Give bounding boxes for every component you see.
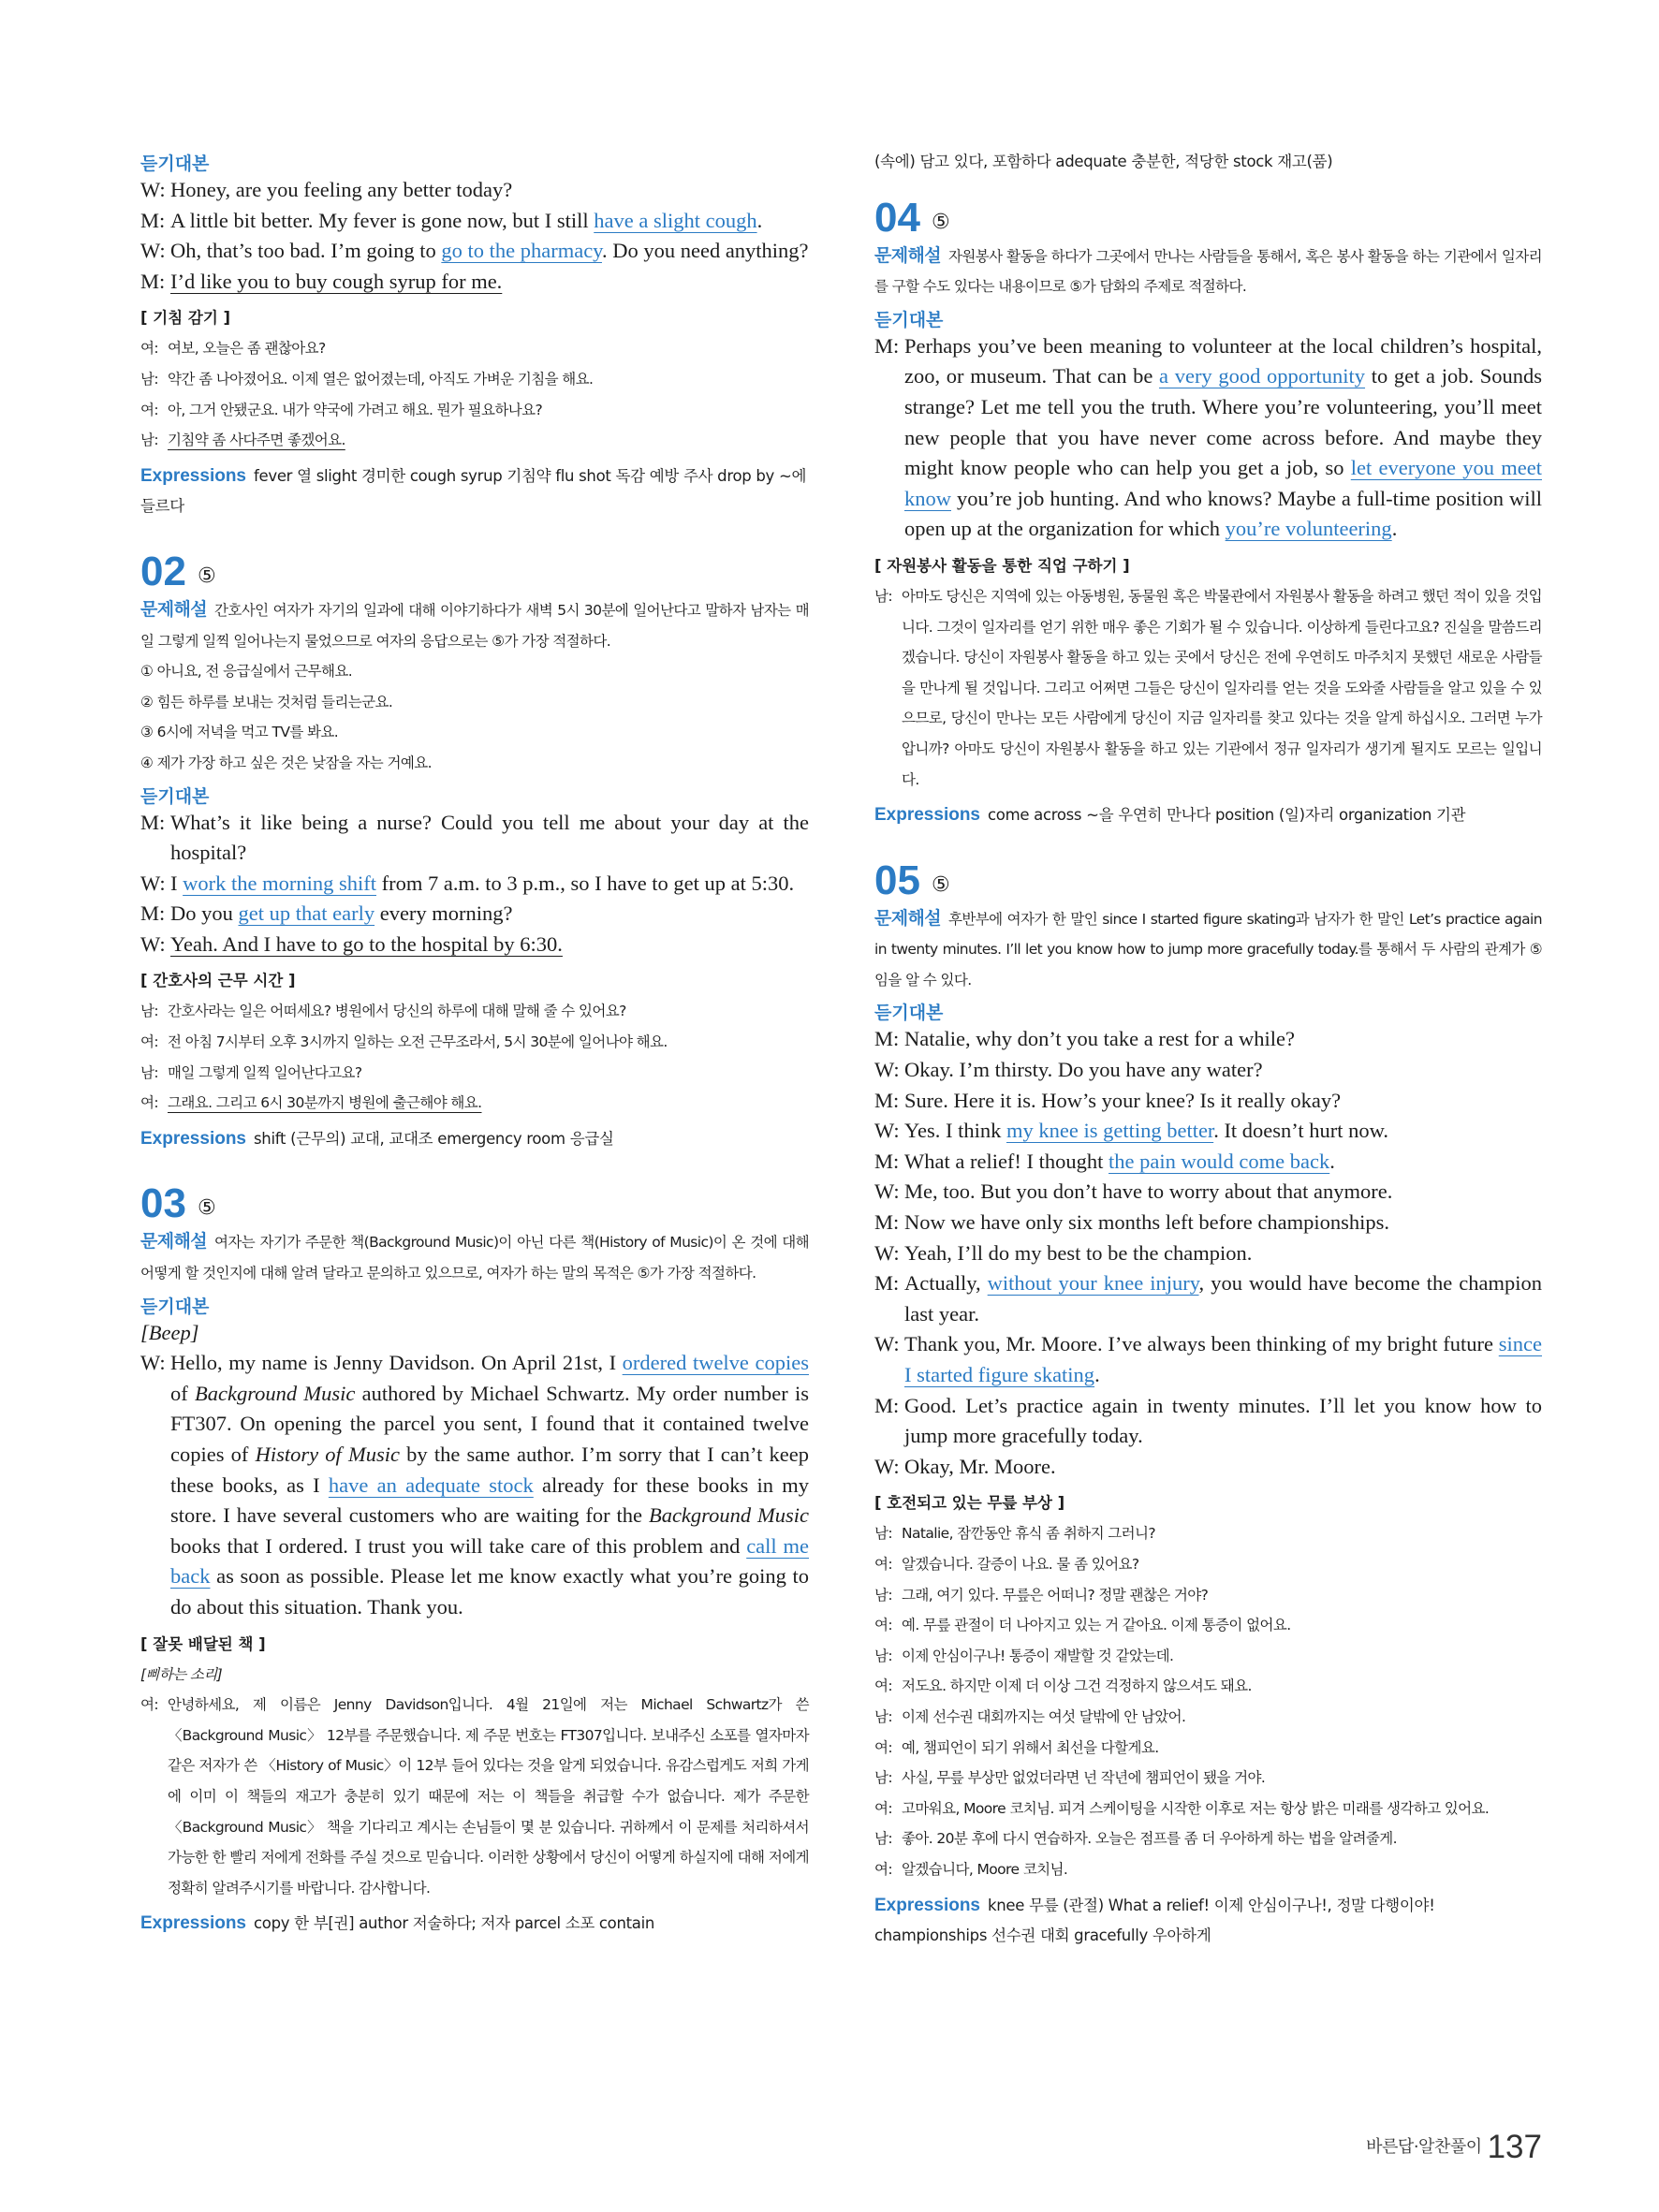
translation-line: 남: 매일 그렇게 일찍 일어난다고요? (140, 1063, 362, 1081)
expressions-text: copy 한 부[권] author 저술하다; 저자 parcel 소포 contain (254, 1914, 655, 1933)
translation-line: 남: 사실, 무릎 부상만 없었더라면 넌 작년에 챔피언이 됐을 거야. (874, 1769, 1266, 1787)
translation-line: 남: 좋아. 20분 후에 다시 연습하자. 오늘은 점프를 좀 더 우아하게 하는 법을 알려줄게. (874, 1830, 1397, 1848)
translation-line: 여: 알겠습니다. 갈증이 나요. 물 좀 있어요? (874, 1555, 1139, 1573)
translation-line: 남: 기침약 좀 사다주면 좋겠어요. (140, 432, 345, 449)
page-footer (1366, 2129, 1542, 2166)
translation-title: [ 호전되고 있는 무릎 부상 ] (874, 1494, 1065, 1513)
translation-line: 여: 그래요. 그리고 6시 30분까지 병원에 출근해야 해요. (140, 1094, 482, 1112)
translation-line: 여: 예, 챔피언이 되기 위해서 최선을 다할게요. (874, 1738, 1159, 1756)
blank-answer: work the morning shift (183, 871, 376, 895)
translation-title: [ 자원봉사 활동을 통한 직업 구하기 ] (874, 556, 1130, 575)
answer-mark: ⑤ (197, 1196, 216, 1221)
blank-answer: since I started figure skating (904, 1332, 1542, 1386)
dialogue-line: W: Honey, are you feeling any better today? (140, 178, 513, 201)
q05-dialogue (874, 1024, 1542, 1482)
blank-answer: ordered twelve copies (622, 1351, 809, 1375)
translation-line: 남: 약간 좀 나아졌어요. 이제 열은 없어졌는데, 아직도 가벼운 기침을 해요. (140, 370, 594, 388)
translation-line: 남: 이제 안심이구나! 통증이 재발할 것 같았는데. (874, 1647, 1174, 1664)
translation-line: 남: 간호사라는 일은 어떠세요? 병원에서 당신의 하루에 대해 말해 줄 수 있어요? (140, 1003, 626, 1020)
option: ④ 제가 가장 하고 싶은 것은 낮잠을 자는 거예요. (140, 754, 432, 771)
answer-options (140, 656, 809, 778)
beep-translation: [삐하는 소리] (140, 1665, 223, 1683)
translation-line: 여: 여보, 오늘은 좀 괜찮아요? (140, 340, 326, 358)
dialogue-line: W: Yeah, I’ll do my best to be the champion. (874, 1240, 1253, 1265)
dialogue-line: W: Thank you, Mr. Moore. I’ve always been thinking of my bright future since I started figure skating. (874, 1332, 1542, 1386)
dialogue-line: M: A little bit better. My fever is gone now, but I still have a slight cough. (140, 208, 763, 232)
expressions-text: knee 무릎 (관절) What a relief! 이제 안심이구나!, 정말 다행이야! championships 선수권 대회 gracefully 우아하게 (874, 1896, 1435, 1945)
script-heading: 듣기대본 (140, 154, 210, 174)
option: ② 힘든 하루를 보내는 것처럼 들리는군요. (140, 693, 393, 710)
expressions: Expressions copy 한 부[권] author 저술하다; 저자 parcel 소포 contain (140, 1913, 655, 1934)
translation-line: 여: 저도요. 하지만 이제 더 이상 그건 걱정하지 않으셔도 돼요. (874, 1677, 1252, 1695)
blank-answer: the pain would come back (1108, 1149, 1330, 1173)
translation-line: 남: 이제 선수권 대회까지는 여섯 달밖에 안 남았어. (874, 1707, 1186, 1725)
dialogue-line: M: Natalie, why don’t you take a rest for a while? (874, 1027, 1295, 1051)
expressions: Expressions shift (근무의) 교대, 교대조 emergency room 응급실 (140, 1128, 614, 1149)
answer-mark: ⑤ (931, 210, 950, 234)
expressions-text: shift (근무의) 교대, 교대조 emergency room 응급실 (254, 1129, 614, 1148)
dialogue-line: W: Yeah. And I have to go to the hospital by 6:30. (140, 931, 563, 956)
explanation: 문제해설 후반부에 여자가 한 말인 since I started figure skating과 남자가 한 말인 Let’s practice again in twenty minutes. I’ll let you know how to jump more gracefully today.를 통해서 두 사람의 관계가 ⑤임을 알 수 있다. (874, 908, 1542, 989)
beep-label: [Beep] (140, 1320, 199, 1344)
script-heading: 듣기대본 (140, 786, 210, 807)
translation-line: 여: 알겠습니다, Moore 코치님. (874, 1860, 1068, 1878)
dialogue-line: M: I’d like you to buy cough syrup for me. (140, 269, 503, 293)
blank-answer: my knee is getting better (1006, 1119, 1214, 1143)
question-number: 05 (874, 857, 920, 903)
answer-mark: ⑤ (197, 564, 216, 588)
blank-answer: let everyone you meet know (904, 456, 1542, 510)
right-column (874, 147, 1542, 1952)
translation-title: [ 기침 감기 ] (140, 309, 231, 328)
script-heading: 듣기대본 (874, 310, 944, 330)
dialogue-line: M: What a relief! I thought the pain would come back. (874, 1149, 1335, 1173)
translation-title: [ 잘못 배달된 책 ] (140, 1634, 266, 1653)
dialogue-line: W: Okay. I’m thirsty. Do you have any water? (874, 1058, 1263, 1082)
dialogue-line: W: Okay, Mr. Moore. (874, 1454, 1056, 1478)
dialogue-line: M: Do you get up that early every morning? (140, 901, 513, 926)
dialogue-line: M: Now we have only six months left before championships. (874, 1210, 1390, 1235)
blank-answer: have a slight cough (594, 208, 757, 232)
dialogue-line: W: I work the morning shift from 7 a.m. to 3 p.m., so I have to get up at 5:30. (140, 871, 795, 895)
translation-line: 여: 고마워요, Moore 코치님. 피겨 스케이팅을 시작한 이후로 저는 항상 밝은 미래를 생각하고 있어요. (874, 1799, 1490, 1817)
q05-translation (874, 1518, 1542, 1884)
option: ③ 6시에 저녁을 먹고 TV를 봐요. (140, 724, 339, 741)
script-heading: 듣기대본 (874, 1003, 944, 1024)
question-number: 03 (140, 1180, 186, 1227)
blank-answer: you’re volunteering (1225, 517, 1392, 541)
explanation: 문제해설 간호사인 여자가 자기의 일과에 대해 이야기하다가 새벽 5시 30분에 일어난다고 말하자 남자는 매일 그렇게 일찍 일어나는지 물었으므로 여자의 응답으로는 ⑤가 가장 적절하다. (140, 599, 809, 650)
monologue: M: Perhaps you’ve been meaning to volunteer at the local children’s hospital, zoo, or museum. That can be a very good opportunity to get a job. Sounds strange? Let me tell you the truth. Where you’re volunteering, you’ll meet new people that you have never come across before. And maybe they might know people who can help you get a job, so let everyone you meet know you’re job hunting. And who knows? Maybe a full-time position will open up at the organization for which you’re volunteering. (874, 333, 1543, 541)
blank-answer: a very good opportunity (1159, 364, 1366, 388)
page-number: 137 (1487, 2129, 1542, 2165)
q02-translation (140, 996, 809, 1118)
expressions-text: come across ~을 우연히 만나다 position (일)자리 organization 기관 (988, 806, 1466, 825)
expressions: Expressions fever 열 slight 경미한 cough syrup 기침약 flu shot 독감 예방 주사 drop by ~에 들르다 (140, 465, 807, 516)
translation-line: 여: 전 아침 7시부터 오후 3시까지 일하는 오전 근무조라서, 5시 30분에 일어나야 해요. (140, 1033, 668, 1051)
dialogue-line: M: Good. Let’s practice again in twenty minutes. I’ll let you know how to jump more gracefully today. (874, 1393, 1542, 1448)
translation-title: [ 간호사의 근무 시간 ] (140, 972, 296, 990)
dialogue-line: M: Actually, without your knee injury, you would have become the champion last year. (874, 1271, 1542, 1326)
q01-dialogue (140, 175, 809, 297)
dialogue-line: W: Me, too. But you don’t have to worry about that anymore. (874, 1179, 1393, 1204)
book-title: 바른답·알찬풀이 (1366, 2137, 1482, 2157)
option: ① 아니요, 전 응급실에서 근무해요. (140, 663, 353, 681)
explanation: 문제해설 자원봉사 활동을 하다가 그곳에서 만나는 사람들을 통해서, 혹은 봉사 활동을 하는 기관에서 일자리를 구할 수도 있다는 내용이므로 ⑤가 담화의 주제로 적절하다. (874, 245, 1542, 296)
translation-paragraph: 남: 아마도 당신은 지역에 있는 아동병원, 동물원 혹은 박물관에서 자원봉사 활동을 하려고 했던 적이 있을 것입니다. 그것이 일자리를 얻기 위한 매우 좋은 기회가 될 수 있습니다. 이상하게 들린다고요? 진실을 말씀드리겠습니다. 당신이 자원봉사 활동을 하고 있는 곳에서 당신은 전에 우연히도 마주치지 못했던 새로운 사람들을 만나게 될 것입니다. 그리고 어쩌면 그들은 당신이 일자리를 얻는 것을 도와줄 사람들을 알고 있을 수 있으므로, 당신이 만나는 모든 사람에게 당신이 지금 일자리를 찾고 있다는 것을 알게 하십시오. 그러면 누가 압니까? 아마도 당신이 자원봉사 활동을 하고 있는 기관에서 정규 일자리가 생기게 될지도 모르는 일입니다. (874, 587, 1542, 788)
dialogue-line: W: Yes. I think my knee is getting better. It doesn’t hurt now. (874, 1119, 1389, 1143)
question-header (874, 195, 1542, 242)
blank-answer: get up that early (238, 901, 375, 926)
question-number: 04 (874, 194, 920, 241)
blank-answer: call me back (170, 1533, 810, 1589)
question-header (140, 549, 809, 595)
voicemail-message: W: Hello, my name is Jenny Davidson. On April 21st, I ordered twelve copies of Background Music authored by Michael Schwartz. My order number is FT307. On opening the parcel you sent, I found that it contained twelve copies of History of Music by the same author. I’m sorry that I can’t keep these books, as I have an adequate stock already for these books in my store. I have several customers who are waiting for the Background Music books that I ordered. I trust you will take care of this problem and call me back as soon as possible. Please let me know exactly what you’re going to do about this situation. Thank you. (140, 1351, 810, 1619)
blank-answer: without your knee injury (987, 1271, 1199, 1296)
translation-line: 여: 아, 그거 안됐군요. 내가 약국에 가려고 해요. 뭔가 필요하나요? (140, 401, 543, 418)
translation-paragraph: 여: 안녕하세요, 제 이름은 Jenny Davidson입니다. 4월 21일에 저는 Michael Schwartz가 쓴 〈Background Music〉 12부를 주문했습니다. 제 주문 번호는 FT307입니다. 보내주신 소포를 열자마자 같은 저자가 쓴 〈History of Music〉이 12부 들어 있다는 것을 알게 되었습니다. 유감스럽게도 저희 가게에 이미 이 책들의 재고가 충분히 있기 때문에 저는 이 책들을 취급할 수가 없습니다. 제가 주문한 〈Background Music〉 책을 기다리고 계시는 손님들이 몇 분 있습니다. 귀하께서 이 문제를 처리하셔서 가능한 한 빨리 저에게 전화를 주실 것으로 믿습니다. 이러한 상황에서 당신이 어떻게 하실지에 대해 저에게 정확히 알려주시기를 바랍니다. 감사합니다. (140, 1696, 809, 1897)
explanation: 문제해설 여자는 자기가 주문한 책(Background Music)이 아닌 다른 책(History of Music)이 온 것에 대해 어떻게 할 것인지에 대해 알려 달라고 문의하고 있으므로, 여자가 하는 말의 목적은 ⑤가 가장 적절하다. (140, 1232, 809, 1282)
q01-translation (140, 333, 809, 455)
q02-dialogue (140, 808, 809, 960)
translation-line: 남: Natalie, 잠깐동안 휴식 좀 취하지 그러니? (874, 1525, 1156, 1543)
expressions: Expressions come across ~을 우연히 만나다 position (일)자리 organization 기관 (874, 805, 1466, 826)
dialogue-line: M: What’s it like being a nurse? Could you tell me about your day at the hospital? (140, 810, 809, 865)
dialogue-line: M: Sure. Here it is. How’s your knee? Is it really okay? (874, 1088, 1342, 1112)
translation-line: 남: 그래, 여기 있다. 무릎은 어떠니? 정말 괜찮은 거야? (874, 1586, 1209, 1604)
blank-answer: have an adequate stock (328, 1472, 534, 1497)
blank-answer: go to the pharmacy (441, 239, 602, 263)
expressions-continued: (속에) 담고 있다, 포함하다 adequate 충분한, 적당한 stock 재고(품) (874, 153, 1333, 170)
expressions: Expressions knee 무릎 (관절) What a relief! 이제 안심이구나!, 정말 다행이야! championships 선수권 대회 gracefully 우아하게 (874, 1895, 1435, 1945)
left-column (140, 150, 809, 1940)
expressions-text: fever 열 slight 경미한 cough syrup 기침약 flu shot 독감 예방 주사 drop by ~에 들르다 (140, 466, 807, 516)
question-header (140, 1180, 809, 1227)
question-header (874, 857, 1542, 904)
translation-line: 여: 예. 무릎 관절이 더 나아지고 있는 거 같아요. 이제 통증이 없어요. (874, 1617, 1291, 1634)
dialogue-line: W: Oh, that’s too bad. I’m going to go to the pharmacy. Do you need anything? (140, 239, 809, 263)
script-heading: 듣기대본 (140, 1296, 210, 1317)
answer-mark: ⑤ (931, 872, 950, 897)
question-number: 02 (140, 548, 186, 594)
